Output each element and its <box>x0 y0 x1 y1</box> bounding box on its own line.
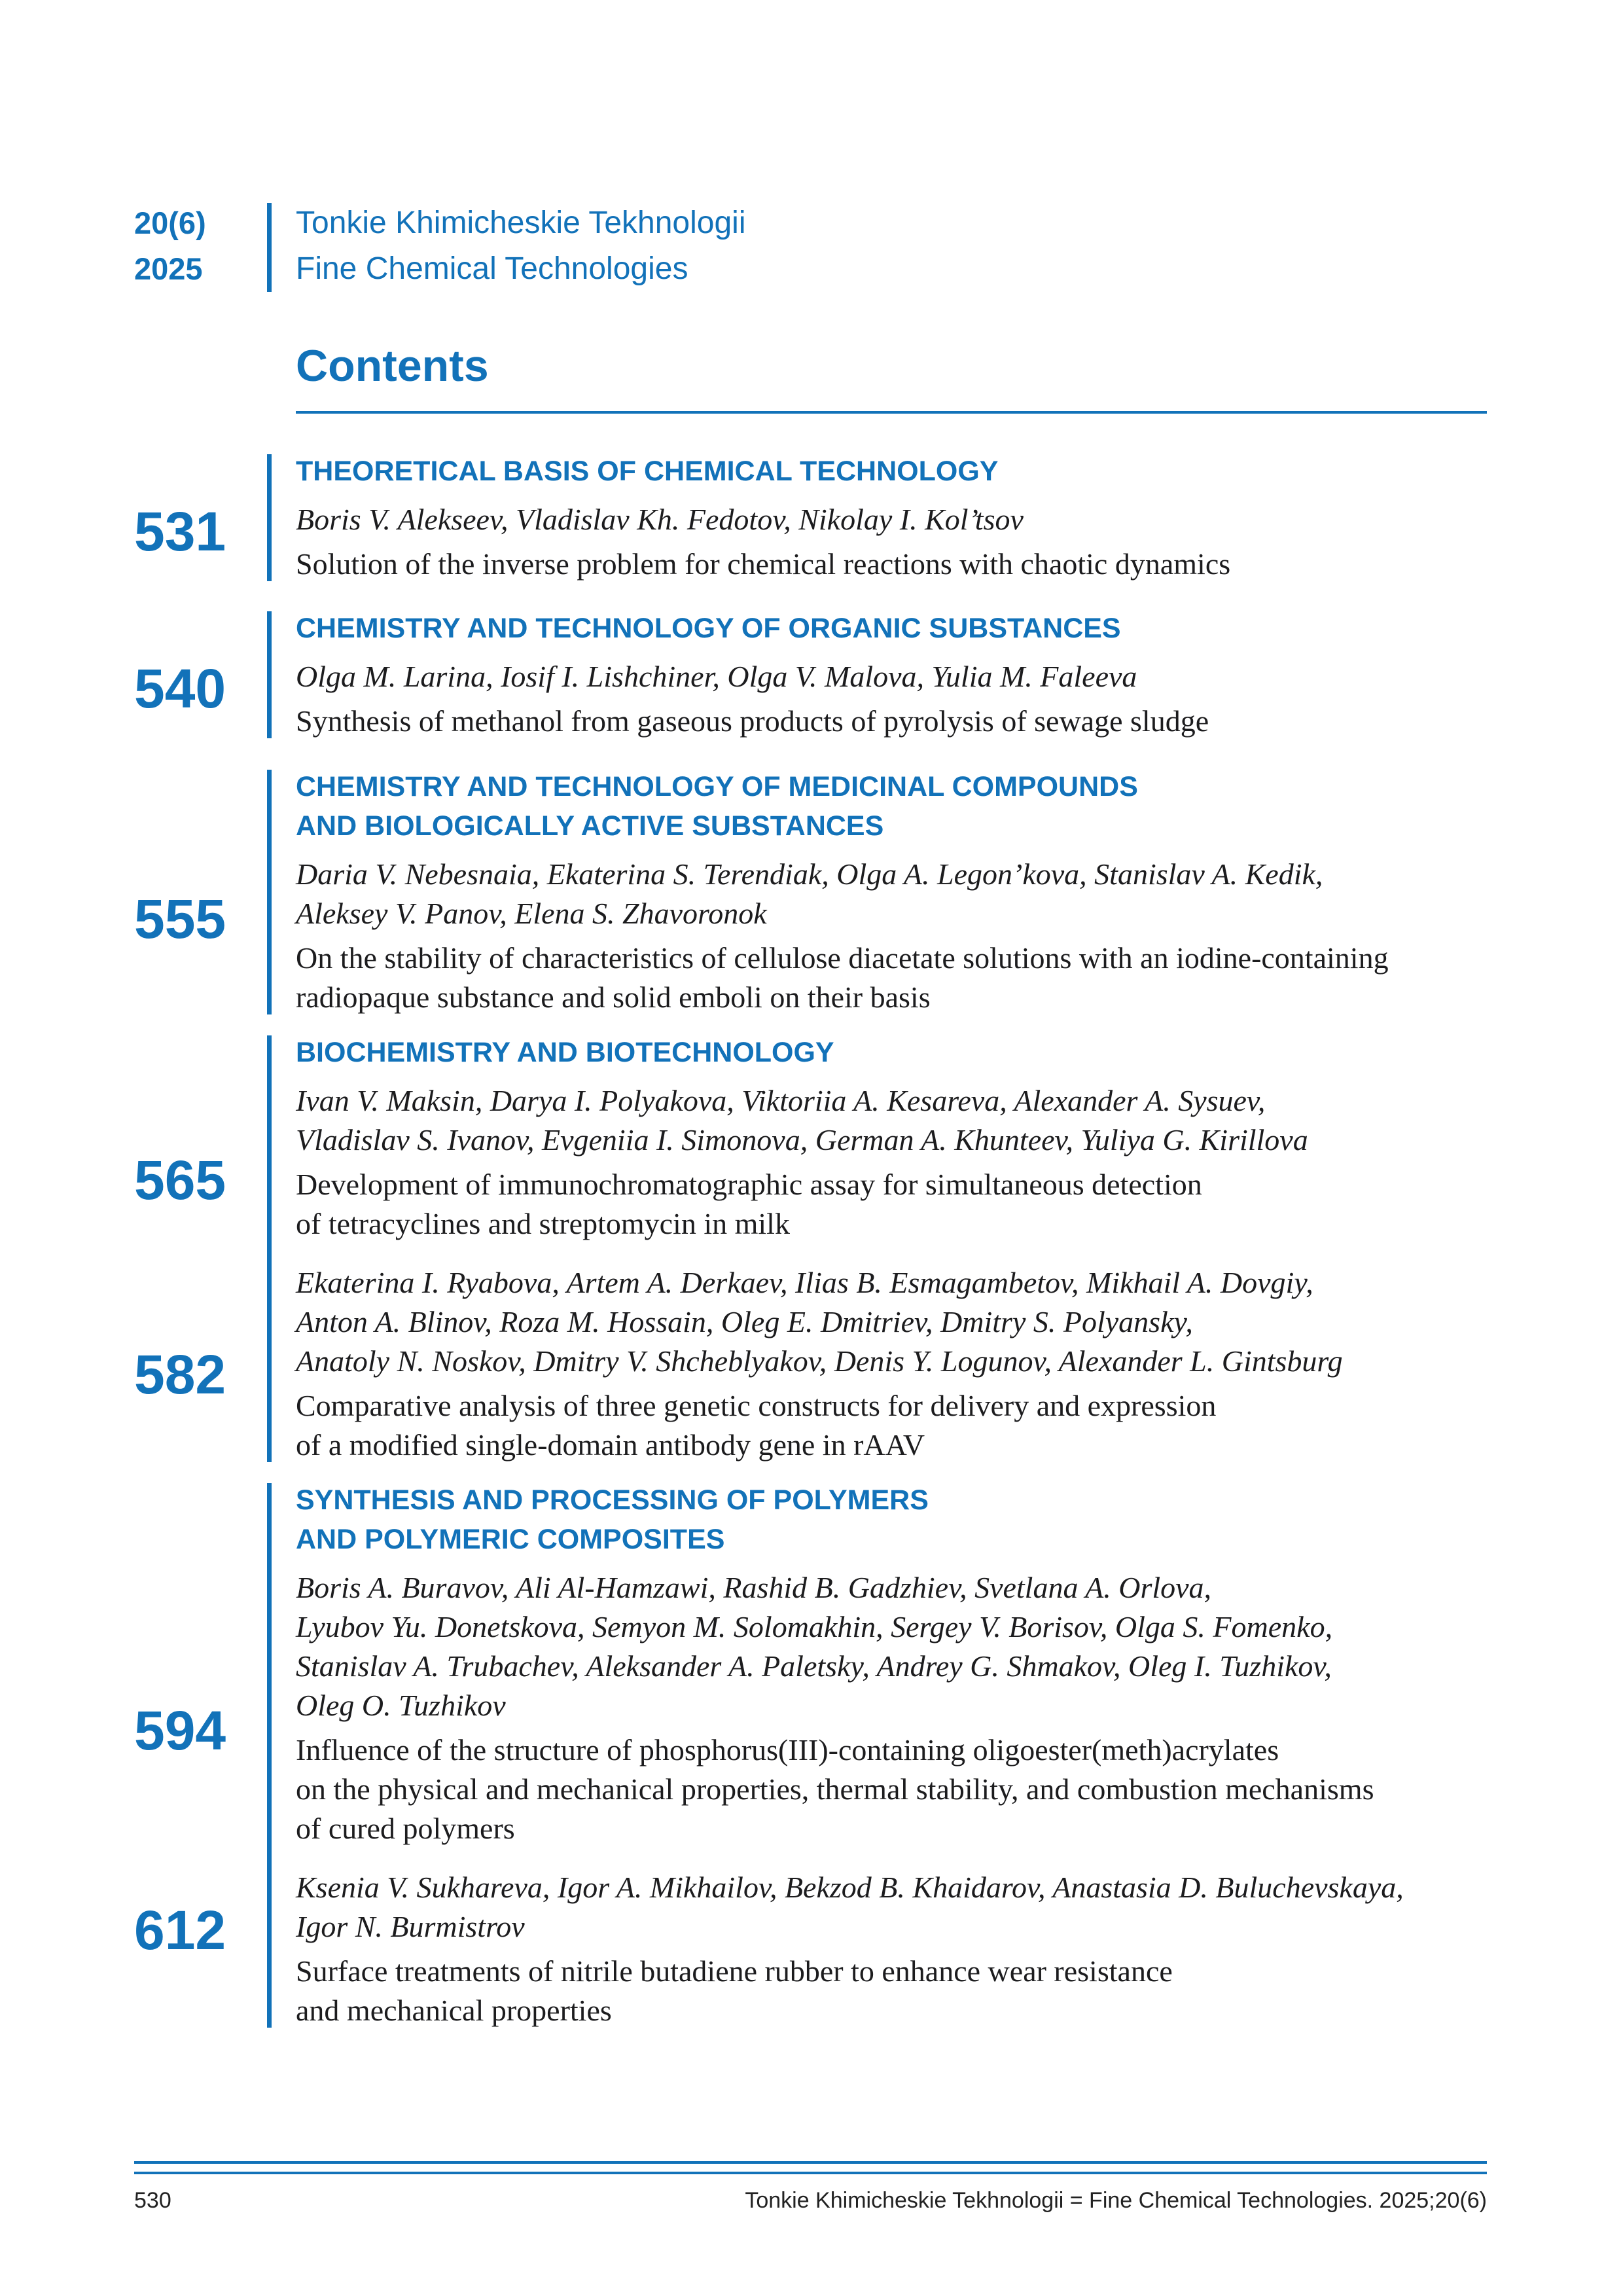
entry-page-number: 555 <box>134 888 226 950</box>
toc-entry <box>296 657 1487 741</box>
footer-page-number: 530 <box>134 2188 171 2213</box>
section-accent-bar <box>267 770 272 1014</box>
toc-section-organic-substances <box>134 609 1487 741</box>
entry-authors: Ekaterina I. Ryabova, Artem A. Derkaev, Ilias B. Esmagambetov, Mikhail A. Dovgiy, Anton A. Blinov, Roza M. Hossain, Oleg E. Dmitriev, Dmitry S. Polyansky, Anatoly N. Noskov, Dmitry V. Shcheblyakov, Denis Y. Logunov, Alexander L. Gintsburg <box>296 1266 1343 1378</box>
toc-entry <box>296 500 1487 584</box>
journal-title-translit: Tonkie Khimicheskie Tekhnologii <box>296 206 746 240</box>
section-accent-bar <box>267 1483 272 2028</box>
entry-title: Comparative analysis of three genetic constructs for delivery and expression of a modified single-domain antibody gene in rAAV <box>296 1389 1217 1462</box>
entry-page-number: 540 <box>134 658 226 719</box>
section-heading: CHEMISTRY AND TECHNOLOGY OF ORGANIC SUBSTANCES <box>296 613 1121 644</box>
toc-entry <box>296 1263 1487 1465</box>
section-accent-bar <box>267 1035 272 1462</box>
entry-title: Synthesis of methanol from gaseous products of pyrolysis of sewage sludge <box>296 704 1209 738</box>
toc-entry <box>296 1868 1487 2030</box>
entry-authors: Ivan V. Maksin, Darya I. Polyakova, Viktoriia A. Kesareva, Alexander A. Sysuev, Vladislav S. Ivanov, Evgeniia I. Simonova, German A. Khunteev, Yuliya G. Kirillova <box>296 1084 1308 1157</box>
entry-page-number: 565 <box>134 1149 226 1211</box>
footer-citation: Tonkie Khimicheskie Tekhnologii = Fine Chemical Technologies. 2025;20(6) <box>745 2188 1487 2213</box>
section-accent-bar <box>267 454 272 581</box>
page-title: Contents <box>296 341 489 391</box>
entry-page-number: 594 <box>134 1700 226 1761</box>
entry-title: Solution of the inverse problem for chemical reactions with chaotic dynamics <box>296 547 1231 581</box>
entry-title: Influence of the structure of phosphorus(III)-containing oligoester(meth)acrylates on the physical and mechanical properties, thermal stability, and combustion mechanisms of cured polymers <box>296 1733 1374 1845</box>
toc-entry <box>296 1568 1487 1848</box>
toc-entry <box>296 855 1487 1017</box>
header-divider-bar <box>267 203 272 292</box>
entry-authors: Olga M. Larina, Iosif I. Lishchiner, Olga V. Malova, Yulia M. Faleeva <box>296 660 1137 693</box>
section-accent-bar <box>267 611 272 738</box>
toc-section-theoretical-basis <box>134 452 1487 584</box>
entry-page-number: 582 <box>134 1344 226 1405</box>
section-heading: SYNTHESIS AND PROCESSING OF POLYMERS AND POLYMERIC COMPOSITES <box>296 1484 929 1555</box>
entry-title: On the stability of characteristics of cellulose diacetate solutions with an iodine-containing radiopaque substance and solid emboli on their basis <box>296 941 1389 1014</box>
footer-rule-top <box>134 2161 1487 2164</box>
issue-volume: 20(6) <box>134 206 206 240</box>
issue-year: 2025 <box>134 251 203 286</box>
footer-rule-bottom <box>134 2172 1487 2174</box>
issue-volume-year <box>134 200 259 292</box>
section-heading: THEORETICAL BASIS OF CHEMICAL TECHNOLOGY <box>296 456 999 487</box>
toc-entry <box>296 1081 1487 1244</box>
toc-section-medicinal-compounds <box>134 767 1487 1017</box>
entry-authors: Ksenia V. Sukhareva, Igor A. Mikhailov, Bekzod B. Khaidarov, Anastasia D. Buluchevskaya, Igor N. Burmistrov <box>296 1871 1404 1943</box>
entry-page-number: 531 <box>134 501 226 562</box>
section-heading: BIOCHEMISTRY AND BIOTECHNOLOGY <box>296 1037 834 1068</box>
contents-underline <box>296 411 1487 414</box>
entry-page-number: 612 <box>134 1899 226 1961</box>
section-heading: CHEMISTRY AND TECHNOLOGY OF MEDICINAL COMPOUNDS AND BIOLOGICALLY ACTIVE SUBSTANCES <box>296 771 1138 842</box>
entry-title: Surface treatments of nitrile butadiene rubber to enhance wear resistance and mechanical properties <box>296 1954 1173 2027</box>
entry-authors: Boris V. Alekseev, Vladislav Kh. Fedotov, Nikolay I. Kol’tsov <box>296 503 1024 536</box>
journal-title <box>296 200 746 292</box>
entry-title: Development of immunochromatographic assay for simultaneous detection of tetracyclines and streptomycin in milk <box>296 1168 1202 1240</box>
entry-authors: Boris A. Buravov, Ali Al-Hamzawi, Rashid B. Gadzhiev, Svetlana A. Orlova, Lyubov Yu. Donetskova, Semyon M. Solomakhin, Sergey V. Borisov, Olga S. Fomenko, Stanislav A. Trubachev, Aleksander A. Paletsky, Andrey G. Shmakov, Oleg I. Tuzhikov, Oleg O. Tuzhikov <box>296 1571 1333 1722</box>
journal-title-english: Fine Chemical Technologies <box>296 251 688 286</box>
toc-section-biochemistry <box>134 1033 1487 1465</box>
entry-authors: Daria V. Nebesnaia, Ekaterina S. Terendiak, Olga A. Legon’kova, Stanislav A. Kedik, Aleksey V. Panov, Elena S. Zhavoronok <box>296 857 1323 930</box>
toc-section-polymers <box>134 1480 1487 2030</box>
